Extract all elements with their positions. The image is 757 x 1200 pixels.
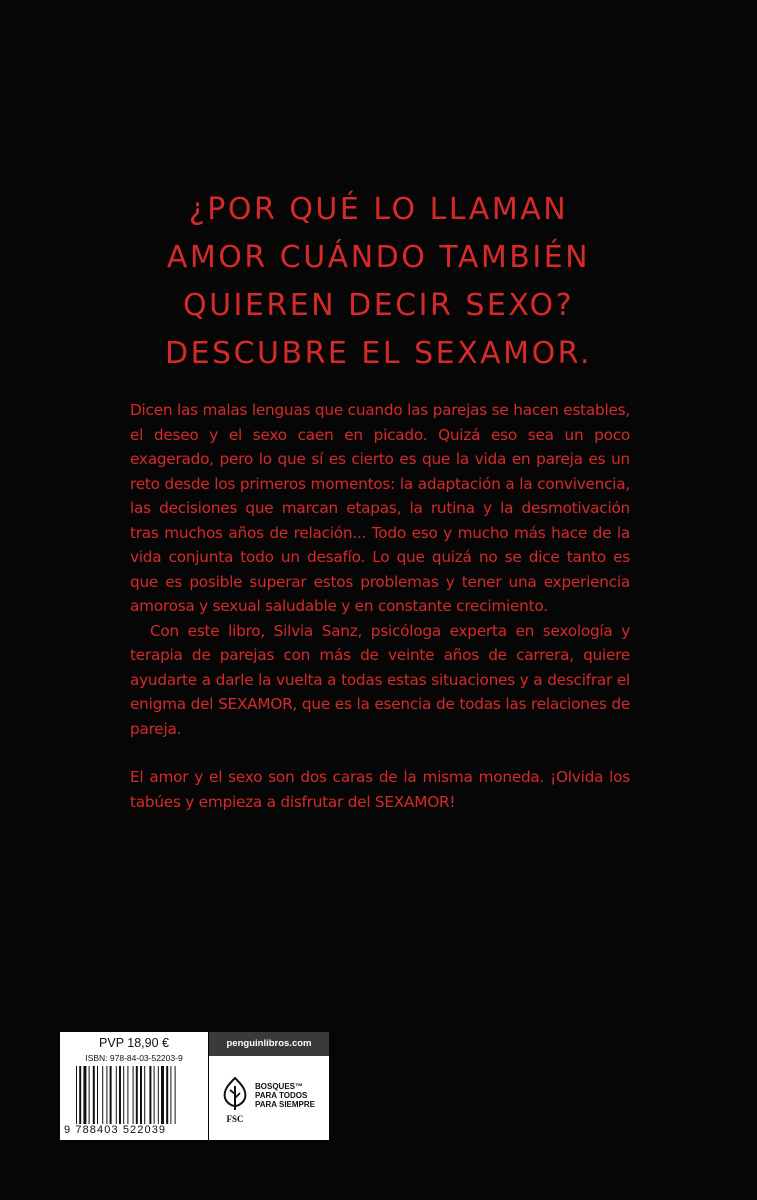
fsc-slogan-line-1: BOSQUES™ <box>255 1082 304 1091</box>
barcode-bar <box>83 1066 86 1124</box>
barcode-bar <box>119 1066 121 1124</box>
headline-line-2: AMOR CUÁNDO TAMBIÉN <box>166 240 591 275</box>
barcode-bar <box>97 1066 98 1124</box>
back-cover-headline <box>0 186 757 378</box>
barcode-bar <box>140 1066 142 1124</box>
barcode-bar <box>110 1066 112 1124</box>
fsc-slogan <box>255 1082 327 1109</box>
barcode-bar <box>161 1066 164 1124</box>
barcode-bar <box>106 1066 107 1124</box>
barcode-bar <box>79 1066 81 1124</box>
barcode-digits: 9 788403 522039 <box>64 1124 167 1136</box>
synopsis-paragraph-2: Con este libro, Silvia Sanz, psicóloga experta en sexología y terapia de parejas con más de veinte años de carrera, quiere ayudarte a darle la vuelta a todas estas situaciones y a descifrar el enigma del SEXAMOR, que es la esencia de todas las relaciones de pareja. <box>130 621 630 738</box>
synopsis <box>130 398 630 814</box>
fsc-panel <box>209 1056 329 1140</box>
price-barcode-box <box>60 1032 208 1140</box>
headline-line-4: DESCUBRE EL SEXAMOR. <box>164 336 592 371</box>
synopsis-paragraph-3: El amor y el sexo son dos caras de la misma moneda. ¡Olvida los tabúes y empieza a disfrutar del SEXAMOR! <box>130 768 630 811</box>
barcode-bar <box>123 1066 124 1124</box>
publisher-box <box>209 1032 329 1140</box>
fsc-tree-icon <box>219 1076 251 1116</box>
fsc-slogan-line-2: PARA TODOS <box>255 1091 308 1100</box>
barcode-bar <box>102 1066 103 1124</box>
headline-line-1: ¿POR QUÉ LO LLAMAN <box>188 192 569 227</box>
fsc-label: FSC <box>226 1114 244 1124</box>
barcode-bar <box>149 1066 151 1124</box>
barcode-bar <box>127 1066 128 1124</box>
barcode-bar <box>175 1066 176 1124</box>
headline-line-3: QUIEREN DECIR SEXO? <box>182 288 575 323</box>
barcode-bar <box>166 1066 168 1124</box>
barcode-bar <box>154 1066 155 1124</box>
barcode-bar <box>93 1066 95 1124</box>
price-label: PVP 18,90 € <box>99 1036 169 1050</box>
isbn-label: ISBN: 978-84-03-52203-9 <box>85 1053 183 1063</box>
barcode-bar <box>133 1066 134 1124</box>
fsc-slogan-line-3: PARA SIEMPRE <box>255 1100 316 1109</box>
barcode-bar <box>170 1066 171 1124</box>
publisher-website: penguinlibros.com <box>209 1032 329 1056</box>
barcode-bar <box>144 1066 145 1124</box>
barcode-bar <box>89 1066 90 1124</box>
barcode-bar <box>158 1066 159 1124</box>
barcode-graphic <box>76 1066 200 1124</box>
barcode-bar <box>76 1066 77 1124</box>
synopsis-paragraph-1: Dicen las malas lenguas que cuando las parejas se hacen estables, el deseo y el sexo caen en picado. Quizá eso sea un poco exagerado, pero lo que sí es cierto es que la vida en pareja es un reto desde los primeros momentos: la adaptación a la convivencia, las decisiones que marcan etapas, la rutina y la desmotivación tras muchos años de relación... Todo eso y mucho más hace de la vida conjunta todo un desafío. Lo que quizá no se dice tanto es que es posible superar estos problemas y tener una experiencia amorosa y sexual saludable y en constante crecimiento. <box>130 401 630 615</box>
barcode-bar <box>136 1066 138 1124</box>
barcode-bar <box>116 1066 117 1124</box>
